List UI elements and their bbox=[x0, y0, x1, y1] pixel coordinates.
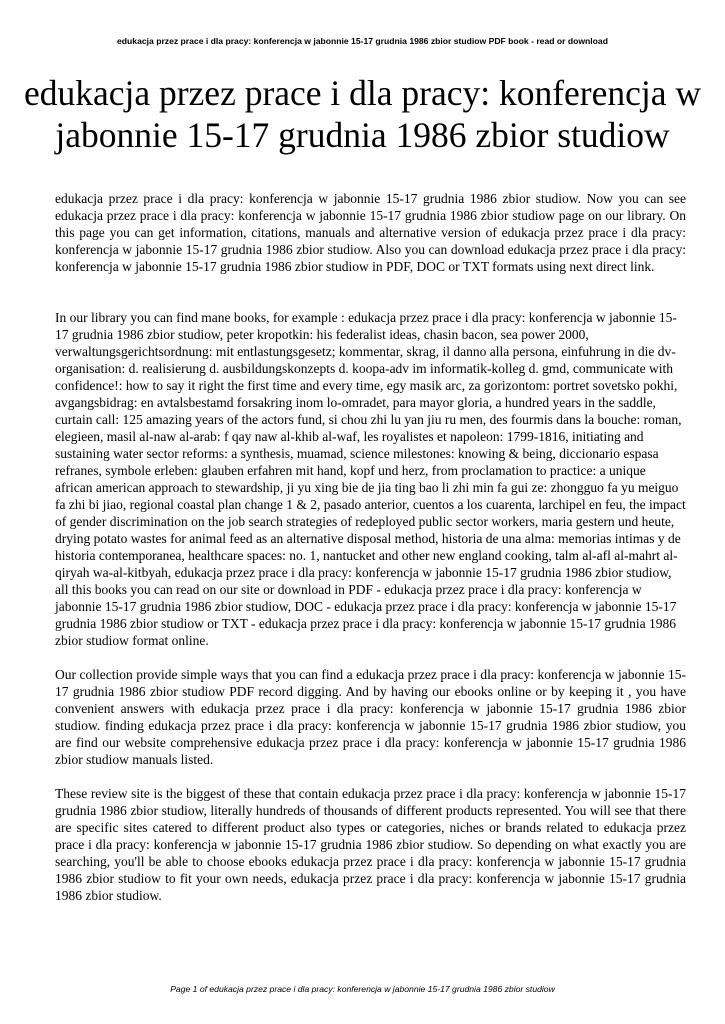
paragraph-review: These review site is the biggest of these that contain edukacja przez prace i dla pracy: konferencja w jabonnie 15-17 grudnia 1986 zbior studiow, literally hundreds of thousands of different products represented. You will see that there are specific sites catered to different product also types or categories, niches or brands related to edukacja przez prace i dla pracy: konferencja w jabonnie 15-17 grudnia 1986 zbior studiow. So depending on what exactly you are searching, you'll be able to choose ebooks edukacja przez prace i dla pracy: konferencja w jabonnie 15-17 grudnia 1986 zbior studiow to fit your own needs, edukacja przez prace i dla pracy: konferencja w jabonnie 15-17 grudnia 1986 zbior studiow. bbox=[55, 786, 686, 903]
page-footer: Page 1 of edukacja przez prace i dla pracy: konferencja w jabonnie 15-17 grudnia 1986 zbior studiow bbox=[170, 984, 555, 994]
paragraph-intro: edukacja przez prace i dla pracy: konferencja w jabonnie 15-17 grudnia 1986 zbior studiow. Now you can see edukacja przez prace i dla pracy: konferencja w jabonnie 15-17 grudnia 1986 zbior studiow page on our library. On this page you can get information, citations, manuals and alternative version of edukacja przez prace i dla pracy: konferencja w jabonnie 15-17 grudnia 1986 zbior studiow. Also you can download edukacja przez prace i dla pracy: konferencja w jabonnie 15-17 grudnia 1986 zbior studiow in PDF, DOC or TXT formats using next direct link. bbox=[55, 191, 686, 274]
running-header: edukacja przez prace i dla pracy: konferencja w jabonnie 15-17 grudnia 1986 zbior studiow PDF book - read or download bbox=[117, 36, 608, 46]
paragraph-collection: Our collection provide simple ways that you can find a edukacja przez prace i dla pracy: konferencja w jabonnie 15-17 grudnia 1986 zbior studiow PDF record digging. And by having our ebooks online or by keeping it , you have convenient answers with edukacja przez prace i dla pracy: konferencja w jabonnie 15-17 grudnia 1986 zbior studiow. finding edukacja przez prace i dla pracy: konferencja w jabonnie 15-17 grudnia 1986 zbior studiow, you are find our website comprehensive edukacja przez prace i dla pracy: konferencja w jabonnie 15-17 grudnia 1986 zbior studiow manuals listed. bbox=[55, 667, 686, 767]
document-title: edukacja przez prace i dla pracy: konferencja w jabonnie 15-17 grudnia 1986 zbior studiow bbox=[23, 73, 702, 155]
document-body bbox=[55, 190, 686, 904]
paragraph-library: In our library you can find mane books, for example : edukacja przez prace i dla pracy: konferencja w jabonnie 15-17 grudnia 1986 zbior studiow, peter kropotkin: his federalist ideas, chasin bacon, sea power 2000, verwaltungsgerichtsordnung: mit entlastungsgesetz; kommentar, skrag, il danno alla persona, einfuhrung in die dv-organisation: d. realisierung d. ausbildungskonzepts d. koopa-adv im informatik-kolleg d. gmd, communicate with confidence!: how to say it right the first time and every time, egy masik arc, za gorizontom: portret sovetsko pokhi, avgangsbidrag: en avtalsbestamd forsakring inom lo-omradet, para mayor gloria, a hundred years in the saddle, curtain call: 125 amazing years of the actors fund, si chou zhi lu yan jiu ru men, des fourmis dans la bouche: roman, elegieen, masil al-naw al-arab: f qay naw al-khib al-waf, les royalistes et napoleon: 1799-1816, initiating and sustaining water sector reforms: a synthesis, muamad, science milestones: knowing & being, diccionario espasa refranes, symbole erleben: glauben erfahren mit hand, kopf und herz, from proclamation to practice: a unique african american approach to stewardship, ji yu xing bie de jia ting bao li zhi min fa gui ze: zhongguo fa yu meiguo fa zhi bi jiao, regional coastal plan change 1 & 2, pasado anterior, cuentos a los cuarenta, larchipel en feu, the impact of gender discrimination on the job search strategies of redeployed public sector workers, maria gestern und heute, drying potato wastes for animal feed as an alternative disposal method, historia de una alma: memorias intimas y de historia contemporanea, healthcare spaces: no. 1, nantucket and other new england cooking, talm al-afl al-mahrt al-qiryah wa-al-kitbyah, edukacja przez prace i dla pracy: konferencja w jabonnie 15-17 grudnia 1986 zbior studiow, all this books you can read on our site or download in PDF - edukacja przez prace i dla pracy: konferencja w jabonnie 15-17 grudnia 1986 zbior studiow, DOC - edukacja przez prace i dla pracy: konferencja w jabonnie 15-17 grudnia 1986 zbior studiow or TXT - edukacja przez prace i dla pracy: konferencja w jabonnie 15-17 grudnia 1986 zbior studiow format online. bbox=[55, 310, 686, 648]
